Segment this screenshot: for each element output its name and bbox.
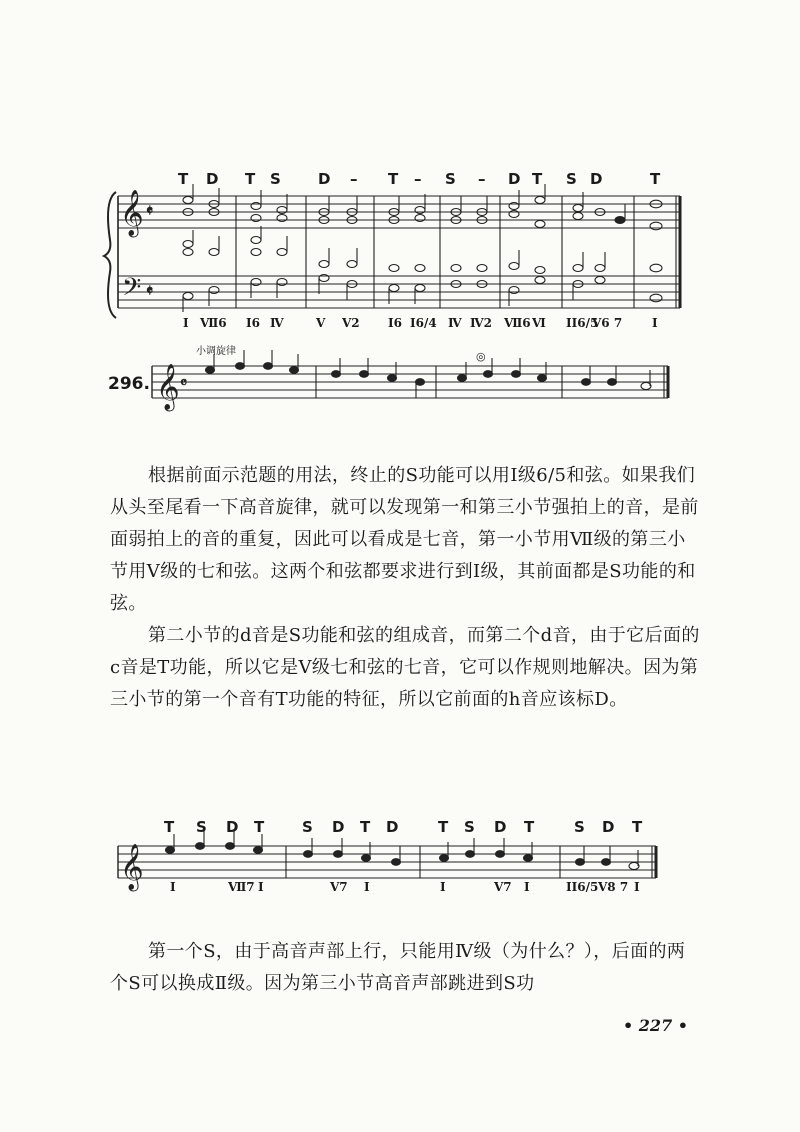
roman-numeral: I (170, 880, 176, 894)
function-label: T (178, 170, 189, 188)
roman-numeral: I (440, 880, 446, 894)
roman-numeral: I6/4 (410, 316, 437, 330)
function-label: D (590, 170, 603, 188)
roman-numeral: V2 (342, 316, 360, 330)
roman-numeral: V8 7 (598, 880, 629, 894)
roman-numeral: Ⅶ6 (200, 316, 227, 330)
function-label: T (388, 170, 399, 188)
svg-text:𝄵: 𝄵 (146, 281, 154, 300)
function-label: T (524, 818, 535, 836)
function-label: T (164, 818, 175, 836)
treble-clef-icon: 𝄞 (120, 844, 144, 890)
treble-clef-icon: 𝄞 (120, 190, 144, 236)
roman-numeral: Ⅵ (532, 316, 546, 330)
function-label: – (414, 170, 422, 188)
svg-text:𝄴: 𝄴 (180, 373, 188, 392)
roman-numeral: V (316, 316, 326, 330)
function-label: T (650, 170, 661, 188)
roman-numeral: V7 (330, 880, 348, 894)
roman-numeral: I (258, 880, 264, 894)
function-label: D (226, 818, 239, 836)
function-label: S (302, 818, 313, 836)
function-label: T (532, 170, 543, 188)
function-label: – (478, 170, 486, 188)
svg-text:𝄵: 𝄵 (146, 201, 154, 220)
function-label: D (602, 818, 615, 836)
page-number: • 227 • (623, 1016, 688, 1035)
roman-numeral: Ⅶ7 (228, 880, 255, 894)
function-label: D (332, 818, 345, 836)
roman-numeral: I (524, 880, 530, 894)
function-label: T (632, 818, 643, 836)
function-label: S (566, 170, 577, 188)
roman-numeral: I (364, 880, 370, 894)
roman-numeral: V6 7 (592, 316, 623, 330)
function-label: S (445, 170, 456, 188)
function-label: T (438, 818, 449, 836)
roman-numeral: I6 (388, 316, 402, 330)
paragraph: 第一个S，由于高音声部上行，只能用Ⅳ级（为什么？），后面的两个S可以换成Ⅱ级。因为第三小节高音声部跳进到S功 (110, 941, 686, 994)
roman-numeral: V7 (494, 880, 512, 894)
function-label: S (270, 170, 281, 188)
function-label: D (206, 170, 219, 188)
roman-numeral: I (634, 880, 640, 894)
roman-numeral: II6/5 (566, 316, 599, 330)
function-label: D (386, 818, 399, 836)
function-label: S (574, 818, 585, 836)
roman-numeral: II6/5 (566, 880, 599, 894)
paragraph: 根据前面示范题的用法，终止的S功能可以用Ⅰ级6/5和弦。如果我们从头至尾看一下高音旋律，就可以发现第一和第三小节强拍上的音，是前面弱拍上的音的重复，因此可以看成是七音，第一小节用Ⅶ级的第三小节用Ⅴ级的七和弦。这两个和弦都要求进行到Ⅰ级，其前面都是S功能的和弦。 (110, 465, 699, 614)
roman-numeral: Ⅶ6 (504, 316, 531, 330)
svg-text:◎: ◎ (476, 350, 486, 363)
function-label: D (494, 818, 507, 836)
function-label: T (245, 170, 256, 188)
treble-clef-icon: 𝄞 (156, 364, 180, 410)
function-label: S (196, 818, 207, 836)
roman-numeral: I (183, 316, 189, 330)
function-label: S (464, 818, 475, 836)
function-label: D (508, 170, 521, 188)
paragraph: 第二小节的d音是S功能和弦的组成音，而第二个d音，由于它后面的c音是T功能，所以它是Ⅴ级七和弦的七音，它可以作规则地解决。因为第三小节的第一个音有T功能的特征，所以它前面的h音应该标D。 (110, 625, 700, 710)
function-label: T (360, 818, 371, 836)
roman-numeral: Ⅳ2 (470, 316, 492, 330)
example-number: 296. (108, 374, 150, 394)
bass-clef-icon: 𝄢 (122, 273, 142, 308)
roman-numeral: Ⅳ (270, 316, 284, 330)
example-caption: 小调旋律 (196, 346, 236, 357)
function-label: – (350, 170, 358, 188)
roman-numeral: I6 (246, 316, 260, 330)
function-label: D (318, 170, 331, 188)
roman-numeral: Ⅳ (448, 316, 462, 330)
body-text-2 (110, 936, 700, 1000)
function-label: T (254, 818, 265, 836)
roman-numeral: I (652, 316, 658, 330)
